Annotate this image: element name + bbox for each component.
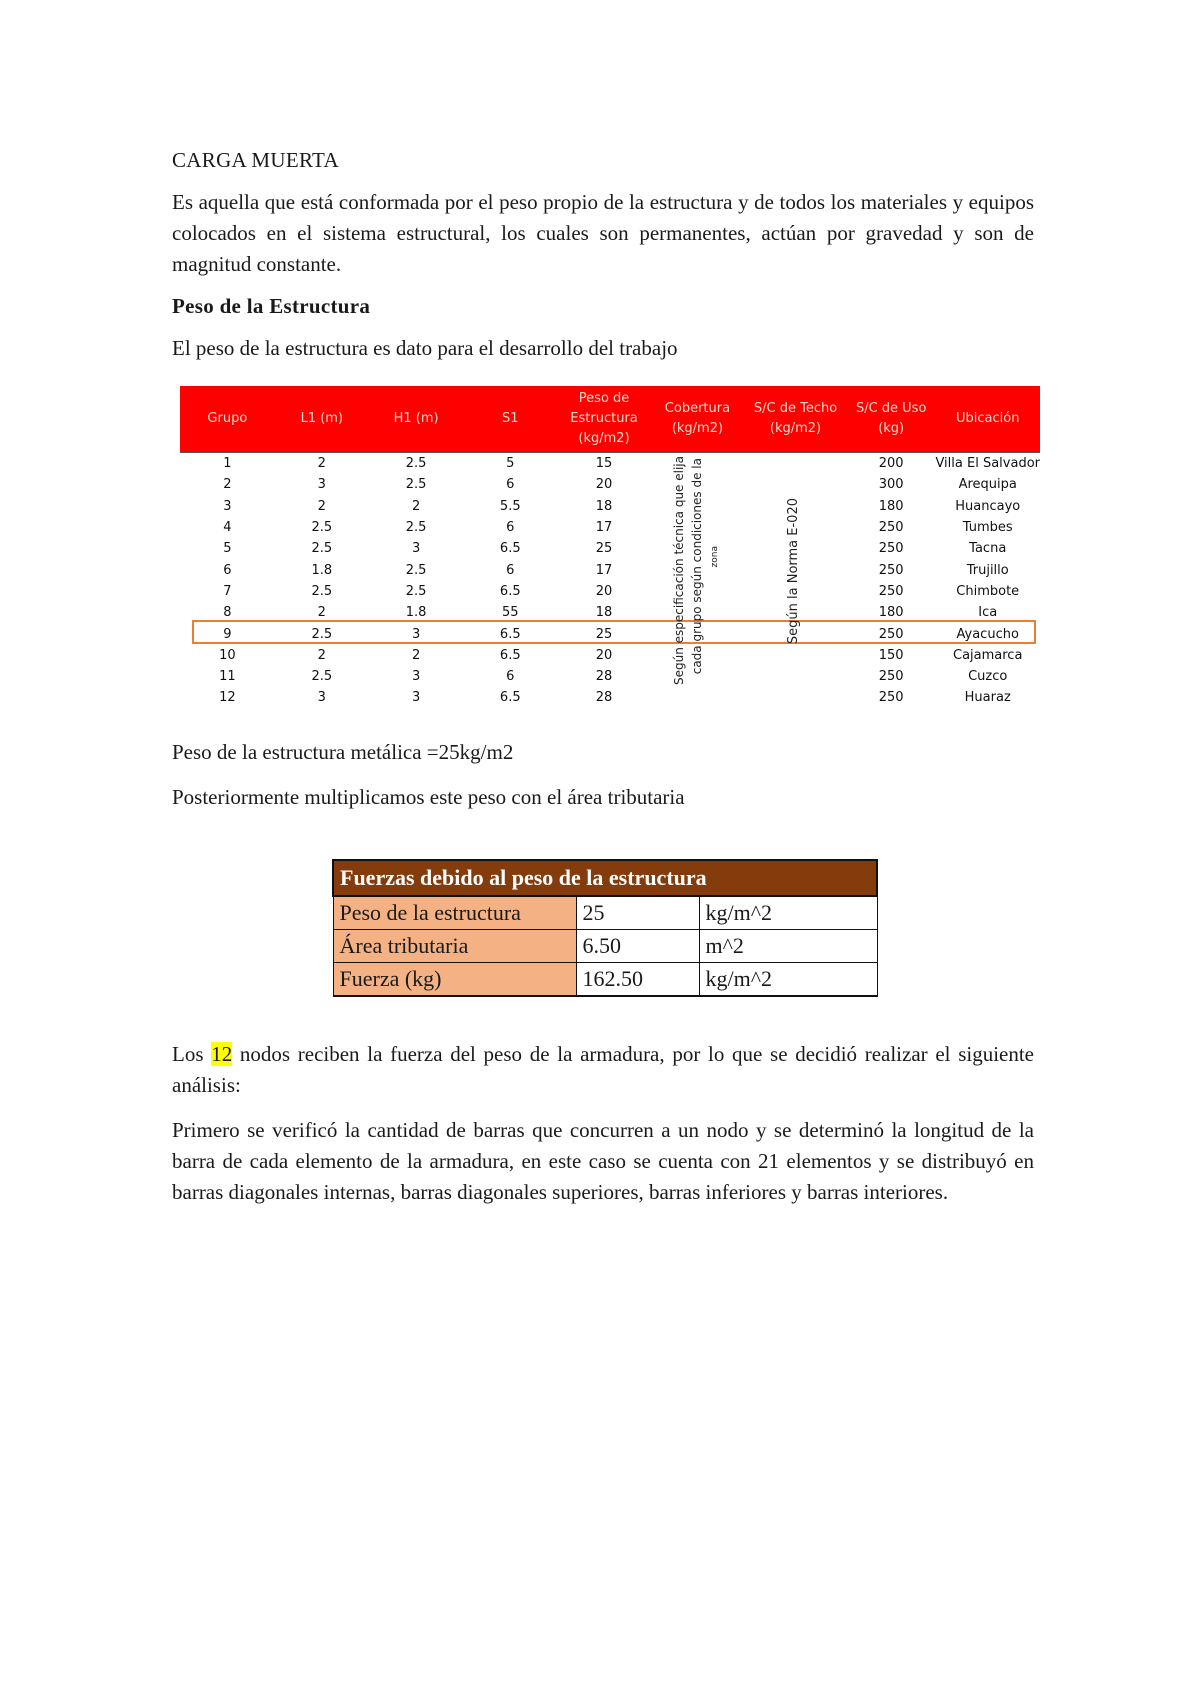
table-row xyxy=(180,538,1040,559)
forces-value: 25 xyxy=(576,896,699,930)
cell-sc-uso: 250 xyxy=(878,562,904,578)
cell-h1: 2.5 xyxy=(405,583,427,599)
cell-peso: 17 xyxy=(595,562,613,578)
header-sc-uso: S/C de Uso (kg) xyxy=(847,386,936,453)
cell-l1: 2 xyxy=(317,647,326,663)
cell-grupo: 10 xyxy=(219,647,236,663)
cell-ubicacion: Huaraz xyxy=(964,690,1011,706)
forces-unit: kg/m^2 xyxy=(699,962,877,996)
nodes-paragraph xyxy=(172,1039,1034,1101)
cell-l1: 2.5 xyxy=(311,626,333,642)
table-header-row xyxy=(180,386,1040,453)
cell-s1: 6 xyxy=(506,520,515,536)
header-cobertura: Cobertura (kg/m2) xyxy=(651,386,744,453)
forces-table-title: Fuerzas debido al peso de la estructura xyxy=(333,860,877,896)
cell-sc-techo xyxy=(744,474,847,495)
document-page xyxy=(172,140,1040,1222)
nodes-text-after: nodos reciben la fuerza del peso de la armadura, por lo que se decidió realizar el siguiente análisis: xyxy=(172,1041,1035,1097)
cell-l1: 2.5 xyxy=(311,520,333,536)
header-peso: Peso de Estructura (kg/m2) xyxy=(557,386,650,453)
cell-grupo: 3 xyxy=(223,498,232,514)
forces-unit: kg/m^2 xyxy=(699,896,877,930)
cell-peso: 18 xyxy=(595,605,613,621)
forces-label: Peso de la estructura xyxy=(333,896,576,930)
cell-h1: 2.5 xyxy=(405,520,427,536)
cell-h1: 2.5 xyxy=(405,562,427,578)
cell-h1: 2.5 xyxy=(369,453,463,475)
final-paragraph: Primero se verificó la cantidad de barras que concurren a un nodo y se determinó la longitud de la barra de cada elemento de la armadura, en este caso se cuenta con 21 elementos y se distribuyó en barras diagonales internas, barras diagonales superiores, barras inferiores y barras interiores. xyxy=(172,1117,1034,1204)
cell-h1: 2 xyxy=(411,498,421,514)
table-row xyxy=(180,666,1040,687)
cell-ubicacion: Ica xyxy=(978,605,998,621)
cell-sc-uso: 250 xyxy=(878,520,904,536)
data-intro-paragraph: El peso de la estructura es dato para el desarrollo del trabajo xyxy=(172,336,678,360)
cell-h1: 2 xyxy=(411,647,421,663)
header-sc-techo: S/C de Techo (kg/m2) xyxy=(744,386,847,453)
cobertura-note-line-2: cada grupo según condiciones de la xyxy=(690,458,704,675)
cell-l1: 2.5 xyxy=(311,583,333,599)
nodes-text-before: Los xyxy=(172,1041,212,1066)
header-s1: S1 xyxy=(463,386,557,453)
cell-h1: 3 xyxy=(411,669,421,685)
forces-table xyxy=(332,859,878,997)
cell-sc-techo xyxy=(744,687,847,708)
cell-sc-techo xyxy=(744,645,847,666)
header-ubicacion: Ubicación xyxy=(935,386,1040,453)
cell-l1: 1.8 xyxy=(311,562,333,578)
cell-grupo: 4 xyxy=(223,520,232,536)
cell-ubicacion: Huancayo xyxy=(955,498,1021,514)
table-row xyxy=(180,581,1040,602)
forces-row xyxy=(333,962,877,996)
cell-peso: 15 xyxy=(557,453,650,475)
cell-ubicacion: Chimbote xyxy=(956,583,1020,599)
cell-h1: 2.5 xyxy=(405,477,427,493)
cell-peso: 18 xyxy=(595,498,613,514)
cell-s1: 5 xyxy=(463,453,557,475)
cell-sc-uso: 180 xyxy=(878,605,904,621)
cell-l1: 2 xyxy=(317,498,326,514)
table-row xyxy=(180,474,1040,495)
cell-h1: 3 xyxy=(411,690,421,706)
cell-grupo: 8 xyxy=(223,605,232,621)
header-h1: H1 (m) xyxy=(369,386,463,453)
forces-label: Área tributaria xyxy=(333,929,576,962)
cell-sc-uso: 250 xyxy=(878,583,904,599)
cell-sc-uso: 200 xyxy=(847,453,936,475)
cell-ubicacion: Tacna xyxy=(969,541,1007,557)
cell-sc-uso: 150 xyxy=(878,647,904,663)
cell-peso: 28 xyxy=(595,669,613,685)
cell-s1: 6.5 xyxy=(499,583,521,599)
forces-value: 6.50 xyxy=(576,929,699,962)
cell-s1: 6.5 xyxy=(499,647,521,663)
cell-grupo: 1 xyxy=(180,453,275,475)
forces-unit: m^2 xyxy=(699,929,877,962)
cell-ubicacion: Villa El Salvador xyxy=(935,453,1040,475)
cell-grupo: 9 xyxy=(223,626,232,642)
section-heading: CARGA MUERTA xyxy=(172,148,339,172)
subsection-heading: Peso de la Estructura xyxy=(172,294,371,318)
table-row xyxy=(180,496,1040,517)
header-grupo: Grupo xyxy=(180,386,275,453)
weight-line: Peso de la estructura metálica =25kg/m2 xyxy=(172,739,514,764)
cell-sc-uso: 250 xyxy=(878,626,904,642)
cell-ubicacion: Arequipa xyxy=(958,477,1017,493)
cell-grupo: 5 xyxy=(223,541,232,557)
forces-label: Fuerza (kg) xyxy=(333,962,576,996)
sc-techo-note: Según la Norma E-020 xyxy=(786,498,801,645)
cell-sc-uso: 250 xyxy=(878,690,904,706)
cell-peso: 20 xyxy=(595,583,613,599)
cell-s1: 6 xyxy=(506,477,515,493)
cell-s1: 55 xyxy=(502,605,519,621)
cell-sc-uso: 250 xyxy=(878,669,904,685)
cell-s1: 5.5 xyxy=(499,498,521,514)
cobertura-note-line-1: Según especificación técnica que elija xyxy=(672,456,686,685)
cell-peso: 20 xyxy=(595,477,613,493)
forces-row xyxy=(333,929,877,962)
cell-l1: 2.5 xyxy=(311,541,333,557)
table-row xyxy=(180,645,1040,666)
nodes-count-highlight: 12 xyxy=(211,1041,233,1066)
cell-s1: 6.5 xyxy=(499,541,521,557)
cell-grupo: 6 xyxy=(223,562,232,578)
cell-cobertura xyxy=(651,687,744,708)
cell-s1: 6 xyxy=(506,562,515,578)
cell-l1: 3 xyxy=(317,690,326,706)
cell-ubicacion: Trujillo xyxy=(966,562,1009,578)
cell-s1: 6.5 xyxy=(499,626,521,642)
cell-ubicacion: Cajamarca xyxy=(953,647,1023,663)
table-row xyxy=(180,687,1040,708)
cell-sc-techo xyxy=(744,453,847,475)
highlighted-row-outline xyxy=(192,620,1036,644)
cell-sc-uso: 180 xyxy=(878,498,904,514)
cobertura-note-line-3: zona xyxy=(710,546,720,568)
forces-value: 162.50 xyxy=(576,962,699,996)
cell-peso: 28 xyxy=(595,690,613,706)
forces-row xyxy=(333,896,877,930)
cell-ubicacion: Tumbes xyxy=(962,520,1013,536)
intro-paragraph: Es aquella que está conformada por el peso propio de la estructura y de todos los materiales y equipos colocados en el sistema estructural, los cuales son permanentes, actúan por gravedad y son de magnitud constante. xyxy=(172,190,1034,276)
cell-sc-techo xyxy=(744,666,847,687)
cell-peso: 25 xyxy=(595,626,613,642)
cell-grupo: 11 xyxy=(219,669,236,685)
cell-h1: 3 xyxy=(411,541,421,557)
cell-ubicacion: Ayacucho xyxy=(956,626,1019,642)
cell-grupo: 12 xyxy=(219,690,236,706)
table-row xyxy=(180,517,1040,538)
table-row xyxy=(180,453,1040,475)
table-row xyxy=(180,559,1040,580)
cell-h1: 3 xyxy=(411,626,421,642)
cell-grupo: 2 xyxy=(223,477,232,493)
multiply-line: Posteriormente multiplicamos este peso con el área tributaria xyxy=(172,784,685,809)
header-l1: L1 (m) xyxy=(275,386,369,453)
group-data-table xyxy=(180,386,1040,709)
cell-peso: 25 xyxy=(595,541,613,557)
cell-grupo: 7 xyxy=(223,583,232,599)
cell-s1: 6 xyxy=(506,669,515,685)
cell-peso: 17 xyxy=(595,520,613,536)
cell-h1: 1.8 xyxy=(405,605,427,621)
group-data-table-image xyxy=(180,386,1040,709)
cell-ubicacion: Cuzco xyxy=(968,669,1008,685)
cell-l1: 2.5 xyxy=(311,669,333,685)
cell-sc-uso: 300 xyxy=(878,477,904,493)
cell-l1: 2 xyxy=(317,605,326,621)
cell-sc-uso: 250 xyxy=(878,541,904,557)
cell-l1: 2 xyxy=(275,453,369,475)
cell-s1: 6.5 xyxy=(499,690,521,706)
cell-l1: 3 xyxy=(317,477,326,493)
cell-peso: 20 xyxy=(595,647,613,663)
